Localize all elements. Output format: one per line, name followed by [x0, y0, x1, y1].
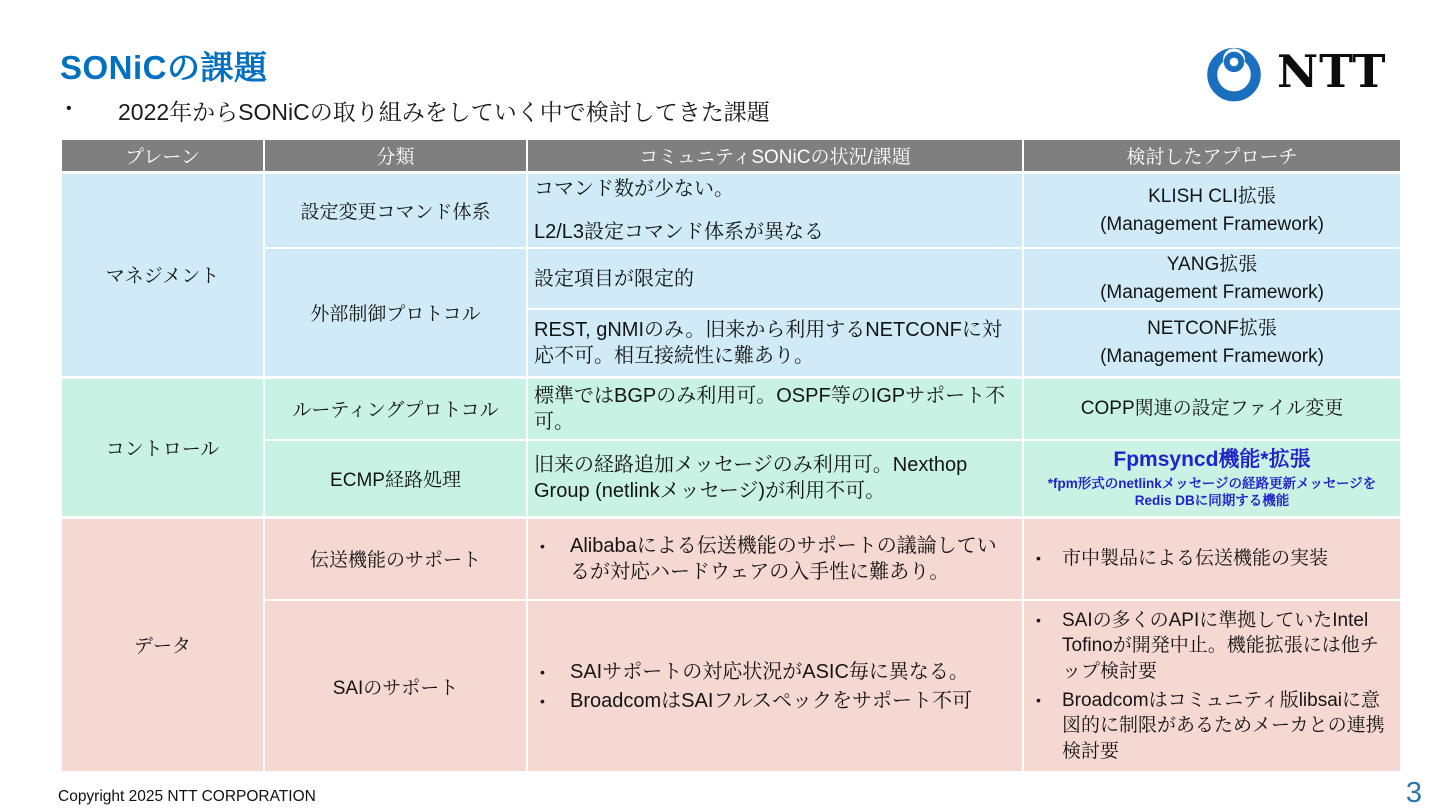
approach-line: YANG拡張	[1166, 254, 1258, 275]
subtitle	[66, 94, 770, 127]
approach-footnote: *fpm形式のnetlinkメッセージの経路更新メッセージをRedis DBに同期する機能	[1047, 475, 1377, 509]
approach-line: (Management Framework)	[1100, 281, 1324, 303]
approach-line: NETCONF拡張	[1147, 318, 1277, 340]
ntt-dynamic-loop-icon	[1205, 38, 1263, 104]
cell-status: 設定項目が限定的	[527, 248, 1023, 309]
cell-status	[527, 600, 1023, 772]
bullet-item	[1030, 688, 1394, 765]
cell-plane-data: データ	[61, 517, 264, 772]
bullet-item	[1030, 546, 1394, 572]
table-row	[61, 377, 1401, 440]
bullet-icon: •	[66, 100, 72, 117]
bullet-icon: •	[540, 692, 545, 709]
approach-highlight: Fpmsyncd機能*拡張	[1113, 447, 1311, 471]
subtitle-text: 2022年からSONiCの取り組みをしていく中で検討してきた課題	[118, 99, 770, 125]
bullet-item	[534, 659, 1016, 685]
issues-table	[60, 138, 1402, 773]
cell-category: ルーティングプロトコル	[264, 377, 527, 440]
bullet-text: SAIサポートの対応状況がASIC毎に異なる。	[570, 660, 969, 683]
cell-approach	[1023, 517, 1401, 600]
column-header-status: コミュニティSONiCの状況/課題	[527, 139, 1023, 173]
bullet-text: Alibabaによる伝送機能のサポートの議論しているが対応ハードウェアの入手性に難あり。	[570, 534, 997, 583]
table-row	[61, 173, 1401, 249]
bullet-text: SAIの多くのAPIに準拠していたIntel Tofinoが開発中止。機能拡張には他チップ検討要	[1062, 609, 1379, 682]
bullet-icon: •	[540, 537, 545, 554]
cell-category: 外部制御プロトコル	[264, 248, 527, 377]
bullet-icon: •	[540, 663, 545, 680]
cell-category: 設定変更コマンド体系	[264, 173, 527, 249]
cell-category: 伝送機能のサポート	[264, 517, 527, 600]
cell-status: 標準ではBGPのみ利用可。OSPF等のIGPサポート不可。	[527, 377, 1023, 440]
status-paragraph: コマンド数が少ない。	[534, 178, 734, 200]
bullet-item	[534, 533, 1016, 585]
page-title: SONiCの課題	[60, 49, 268, 86]
bullet-item	[1030, 608, 1394, 685]
bullet-icon: •	[1036, 691, 1041, 708]
column-header-approach: 検討したアプローチ	[1023, 139, 1401, 173]
table-header-row	[61, 139, 1401, 173]
bullet-icon: •	[1036, 611, 1041, 628]
cell-approach	[1023, 600, 1401, 772]
column-header-plane: プレーン	[61, 139, 264, 173]
cell-approach	[1023, 248, 1401, 309]
cell-approach	[1023, 173, 1401, 249]
bullet-text: 市中製品による伝送機能の実装	[1062, 548, 1329, 570]
cell-status	[527, 173, 1023, 249]
cell-status	[527, 517, 1023, 600]
approach-line: KLISH CLI拡張	[1148, 185, 1276, 207]
cell-approach	[1023, 309, 1401, 377]
ntt-logo	[1205, 38, 1387, 104]
cell-plane-management: マネジメント	[61, 173, 264, 378]
bullet-text: Broadcomはコミュニティ版libsaiに意図的に制限があるためメーカとの連携検討要	[1062, 689, 1385, 762]
cell-approach: COPP関連の設定ファイル変更	[1023, 377, 1401, 440]
approach-line: (Management Framework)	[1100, 345, 1324, 367]
cell-category: SAIのサポート	[264, 600, 527, 772]
cell-category: ECMP経路処理	[264, 440, 527, 517]
bullet-item	[534, 688, 1016, 714]
cell-status: REST, gNMIのみ。旧来から利用するNETCONFに対応不可。相互接続性に難あり。	[527, 309, 1023, 377]
table-row	[61, 517, 1401, 600]
cell-approach	[1023, 440, 1401, 517]
page-number: 3	[1405, 777, 1422, 809]
cell-plane-control: コントロール	[61, 377, 264, 517]
cell-status: 旧来の経路追加メッセージのみ利用可。Nexthop Group (netlinkメッセージ)が利用不可。	[527, 440, 1023, 517]
bullet-text: BroadcomはSAIフルスペックをサポート不可	[570, 689, 972, 712]
bullet-icon: •	[1036, 550, 1041, 567]
copyright-text: Copyright 2025 NTT CORPORATION	[58, 788, 316, 805]
ntt-logo-text: NTT	[1277, 44, 1387, 98]
approach-line: (Management Framework)	[1100, 213, 1324, 235]
column-header-category: 分類	[264, 139, 527, 173]
status-paragraph: L2/L3設定コマンド体系が異なる	[534, 221, 825, 243]
